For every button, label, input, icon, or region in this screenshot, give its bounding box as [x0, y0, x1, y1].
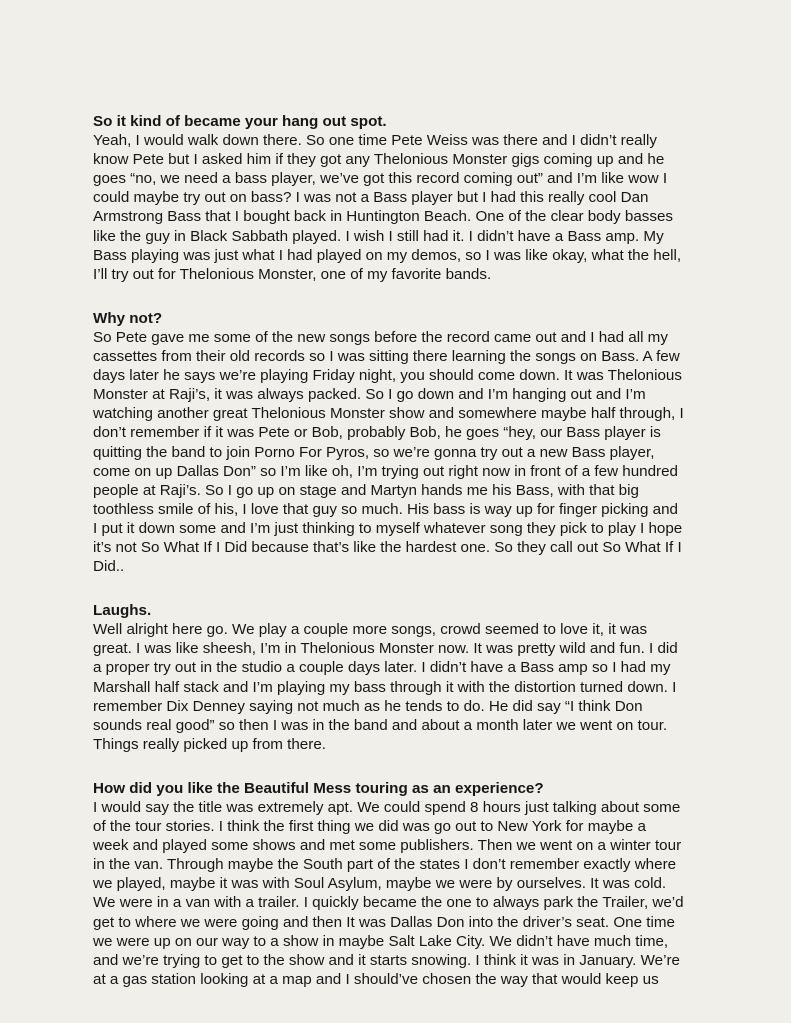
text-line: toothless smile of his, I love that guy so much. His bass is way up for finger picking and [93, 500, 678, 518]
question-heading: So it kind of became your hang out spot. [93, 113, 387, 130]
text-line: days later he says we’re playing Friday night, you should come down. It was Thelonious [93, 367, 682, 385]
text-line: in the van. Through maybe the South part of the states I don’t remember exactly where [93, 856, 677, 874]
text-line: quitting the band to join Porno For Pyros, so we’re gonna try out a new Bass player, [93, 443, 655, 461]
answer-paragraph [93, 620, 703, 754]
text-line: remember Dix Denney saying not much as he tends to do. He did say “I think Don [93, 697, 643, 715]
text-line: We were in a van with a trailer. I quickly became the one to always park the Trailer, we’d [93, 894, 684, 912]
text-line: at a gas station looking at a map and I should’ve chosen the way that would keep us [93, 970, 659, 988]
text-line: Yeah, I would walk down there. So one time Pete Weiss was there and I didn’t really [93, 132, 657, 150]
text-line: we were up on our way to a show in maybe Salt Lake City. We didn’t have much time, [93, 932, 669, 950]
text-line: great. I was like sheesh, I’m in Thelonious Monster now. It was pretty wild and fun. I did [93, 640, 678, 658]
text-line: know Pete but I asked him if they got any Thelonious Monster gigs coming up and he [93, 151, 665, 169]
text-line: Things really picked up from there. [93, 735, 326, 753]
answer-paragraph [93, 798, 703, 989]
text-line: cassettes from their old records so I was sitting there learning the songs on Bass. A few [93, 348, 680, 366]
text-line: watching another great Thelonious Monster show and somewhere maybe half through, I [93, 405, 684, 423]
text-line: I’ll try out for Thelonious Monster, one of my favorite bands. [93, 265, 492, 283]
text-line: I put it down some and I’m just thinking to myself whatever song they pick to play I hope [93, 519, 683, 537]
interview-section-1 [93, 112, 703, 284]
text-line: could maybe try out on bass? I was not a Bass player but I had this really cool Dan [93, 189, 649, 207]
text-line: come on up Dallas Don” so I’m like oh, I’m trying out right now in front of a few hundred [93, 462, 679, 480]
text-line: Monster at Raji’s, it was always packed. So I go down and I’m hanging out and I’m [93, 386, 646, 404]
text-line: and we’re trying to get to the show and it starts snowing. I think it was in January. We’re [93, 951, 680, 969]
text-line: sounds real good” so then I was in the band and about a month later we went on tour. [93, 716, 668, 734]
text-line: So Pete gave me some of the new songs before the record came out and I had all my [93, 328, 668, 346]
text-line: I would say the title was extremely apt. We could spend 8 hours just talking about some [93, 799, 681, 816]
text-line: Marshall half stack and I’m playing my bass through it with the distortion turned down. I [93, 678, 677, 696]
interview-section-3 [93, 601, 703, 754]
text-line: we played, maybe it was with Soul Asylum, maybe we were by ourselves. It was cold. [93, 875, 667, 893]
text-line: goes “no, we need a bass player, we’ve got this record coming out” and I’m like wow I [93, 170, 668, 188]
text-line: Armstrong Bass that I bought back in Huntington Beach. One of the clear body basses [93, 208, 673, 226]
answer-paragraph [93, 328, 703, 576]
text-line: get to where we were going and then It was Dallas Don into the driver’s seat. One time [93, 913, 675, 931]
answer-paragraph [93, 131, 703, 284]
text-line: Did.. [93, 558, 125, 576]
text-line: of the tour stories. I think the first thing we did was go out to New York for maybe a [93, 818, 646, 836]
text-line: Well alright here go. We play a couple more songs, crowd seemed to love it, it was [93, 621, 648, 639]
text-line: don’t remember if it was Pete or Bob, probably Bob, he goes “hey, our Bass player is [93, 424, 661, 442]
text-line: week and played some shows and met some publishers. Then we went on a winter tour [93, 837, 682, 855]
question-heading: How did you like the Beautiful Mess touring as an experience? [93, 779, 544, 797]
interview-text [93, 112, 703, 1014]
text-line: Bass playing was just what I had played on my demos, so I was like okay, what the hell, [93, 246, 682, 264]
text-line: it’s not So What If I Did because that’s like the hardest one. So they call out So What If I [93, 538, 682, 556]
text-line: people at Raji’s. So I go up on stage and Martyn hands me his Bass, with that big [93, 481, 639, 499]
interview-section-2 [93, 309, 703, 576]
question-heading: Laughs. [93, 602, 152, 620]
question-heading: Why not? [93, 309, 163, 327]
text-line: like the guy in Black Sabbath played. I wish I still had it. I didn’t have a Bass amp. My [93, 227, 664, 245]
text-line: a proper try out in the studio a couple days later. I didn’t have a Bass amp so I had my [93, 659, 671, 677]
interview-section-4 [93, 779, 703, 989]
